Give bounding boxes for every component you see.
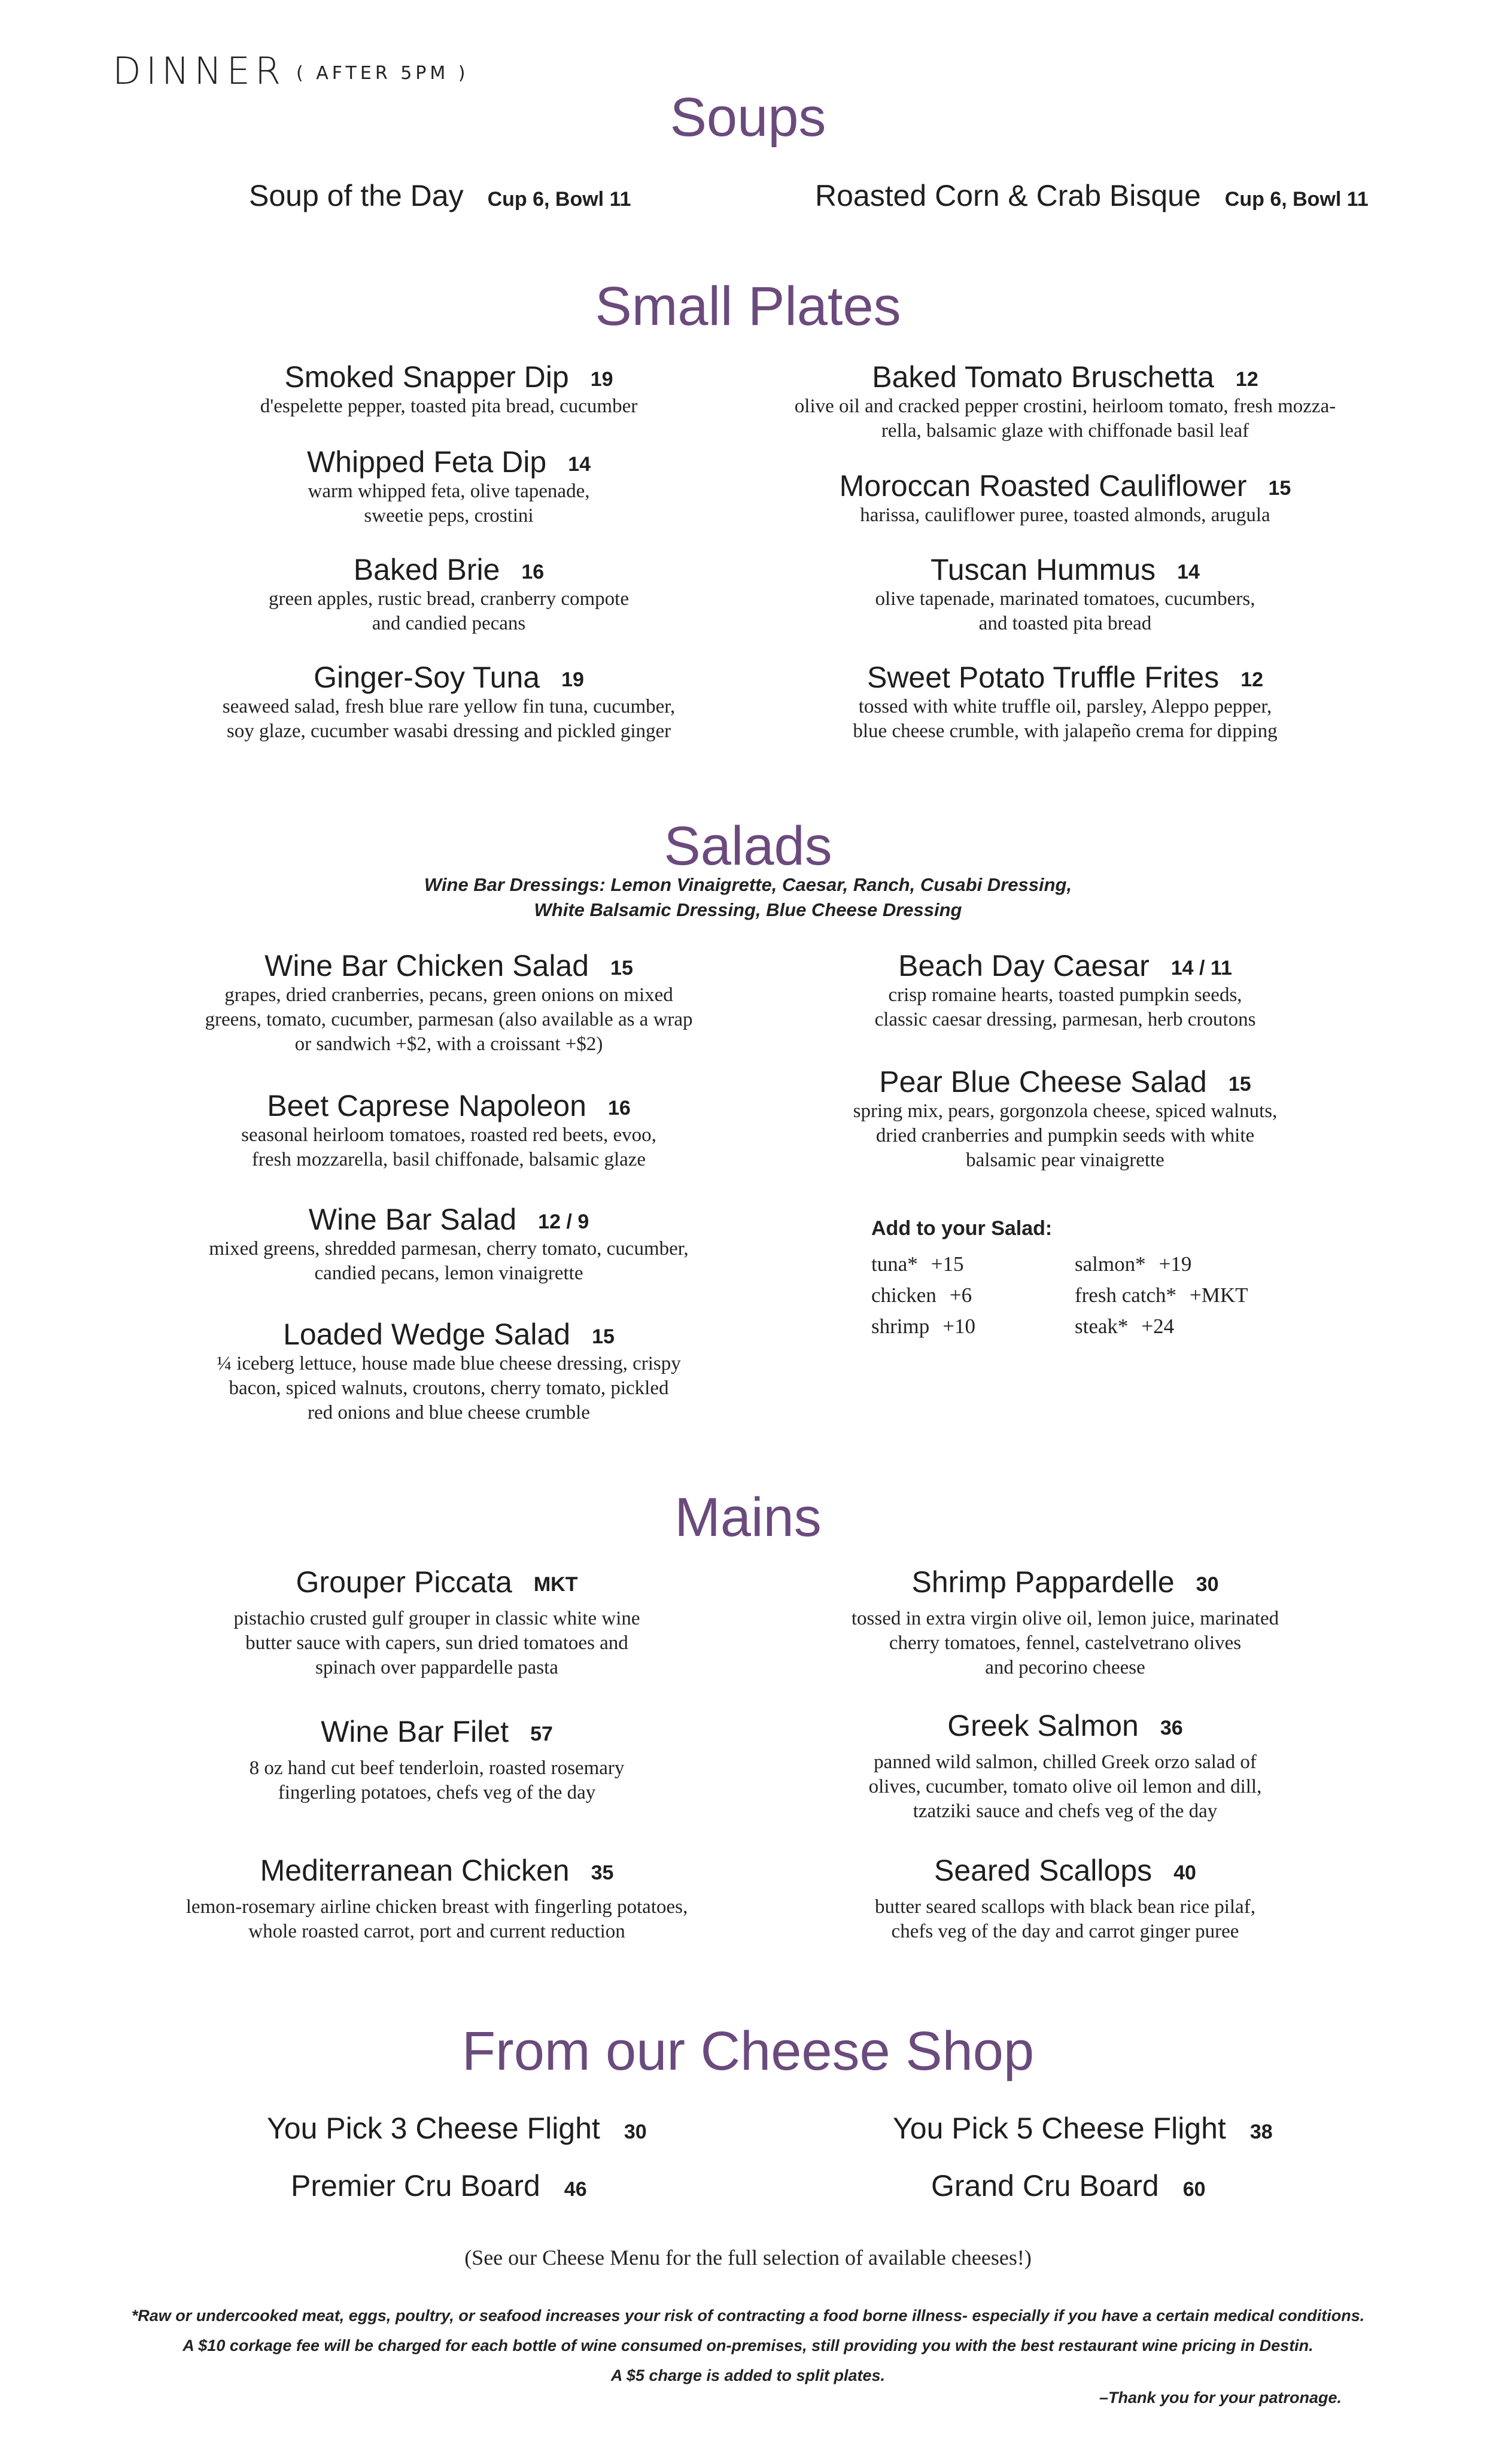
item-price: 15 — [610, 957, 633, 979]
menu-item — [150, 1090, 748, 1172]
item-price: 14 / 11 — [1170, 957, 1232, 979]
menu-item — [760, 950, 1370, 1032]
menu-item — [138, 1716, 736, 1805]
item-name: Baked Brie — [353, 553, 500, 586]
menu-item — [249, 178, 631, 213]
item-description: spring mix, pears, gorgonzola cheese, spiced walnuts, dried cranberries and pumpkin seeds with white balsamic pear vinaigrette — [853, 1100, 1278, 1171]
menu-item — [267, 2111, 647, 2146]
addon-item: fresh catch* +MKT — [1075, 1283, 1248, 1307]
menu-item — [150, 554, 748, 636]
menu-item — [138, 1566, 736, 1680]
item-name: Loaded Wedge Salad — [283, 1318, 571, 1351]
menu-item — [150, 662, 748, 744]
item-name: Smoked Snapper Dip — [284, 360, 569, 394]
salad-addons — [871, 1217, 1290, 1339]
item-price: 16 — [607, 1097, 631, 1120]
addon-item: shrimp +10 — [871, 1315, 975, 1338]
item-price: 38 — [1249, 2121, 1273, 2143]
menu-item — [150, 1319, 748, 1425]
menu-item — [150, 361, 748, 419]
menu-item — [760, 1855, 1370, 1944]
item-description: butter seared scallops with black bean rice pilaf, chefs veg of the day and carrot ginger puree — [875, 1896, 1255, 1942]
item-name: Grouper Piccata — [296, 1565, 512, 1599]
item-price: 19 — [561, 668, 584, 691]
menu-item — [150, 446, 748, 528]
item-name: Seared Scallops — [934, 1854, 1153, 1887]
item-name: Greek Salmon — [947, 1709, 1139, 1742]
menu-item — [736, 554, 1394, 636]
item-price: 36 — [1160, 1717, 1183, 1739]
item-name: You Pick 3 Cheese Flight — [267, 2112, 600, 2145]
item-description: grapes, dried cranberries, pecans, green onions on mixed greens, tomato, cucumber, parmesan (also available as a wrap or sandwich +$2, with a croissant +$2) — [205, 984, 693, 1055]
item-description: pistachio crusted gulf grouper in classic white wine butter sauce with capers, sun dried tomatoes and spinach over pappardelle pasta — [233, 1607, 640, 1678]
item-price: 16 — [521, 561, 545, 583]
item-description: lemon-rosemary airline chicken breast with fingerling potatoes, whole roasted carrot, port and current reduction — [186, 1896, 688, 1942]
item-description: crisp romaine hearts, toasted pumpkin seeds, classic caesar dressing, parmesan, herb croutons — [874, 984, 1256, 1030]
menu-item — [736, 662, 1394, 744]
item-price: MKT — [533, 1573, 578, 1596]
item-price: 35 — [591, 1861, 614, 1884]
section-title-mains: Mains — [674, 1487, 822, 1548]
addon-item: steak* +24 — [1075, 1315, 1175, 1338]
item-name: Grand Cru Board — [931, 2169, 1159, 2203]
item-price: 15 — [1268, 477, 1291, 500]
section-title-salads: Salads — [664, 816, 832, 877]
item-name: Wine Bar Salad — [308, 1203, 517, 1236]
item-name: Ginger-Soy Tuna — [314, 661, 540, 694]
item-name: Whipped Feta Dip — [306, 445, 547, 479]
addon-item: tuna* +15 — [871, 1252, 964, 1276]
item-price: 12 / 9 — [538, 1210, 589, 1233]
item-name: Wine Bar Filet — [321, 1715, 509, 1748]
item-name: Roasted Corn & Crab Bisque — [815, 179, 1201, 212]
item-price: 15 — [1228, 1073, 1251, 1096]
menu-item — [760, 1710, 1370, 1824]
item-price: 46 — [564, 2178, 587, 2201]
item-description: olive oil and cracked pepper crostini, heirloom tomato, fresh mozza- rella, balsamic glaze with chiffonade basil leaf — [794, 395, 1336, 442]
item-price: 40 — [1173, 1861, 1196, 1884]
section-title-small-plates: Small Plates — [595, 276, 901, 337]
item-price: 57 — [530, 1723, 553, 1745]
footer-disclaimer: *Raw or undercooked meat, eggs, poultry, or seafood increases your risk of contracting a food borne illness- especially if you have a certain medical conditions. A $10 corkage fee will be charged for each bottle of wine consumed on-premises, still providing you with the best restaurant wine pricing in Destin. A $5 charge is added to split plates. — [131, 2307, 1365, 2384]
menu-item — [931, 2168, 1206, 2203]
item-price: 19 — [590, 368, 613, 391]
item-name: Sweet Potato Truffle Frites — [866, 661, 1220, 694]
addons-title: Add to your Salad: — [871, 1217, 1053, 1240]
menu-item — [760, 1566, 1370, 1680]
menu-item — [760, 1066, 1370, 1173]
item-description: olive tapenade, marinated tomatoes, cucumbers, and toasted pita bread — [875, 588, 1255, 634]
item-price: 12 — [1235, 368, 1258, 391]
item-name: Soup of the Day — [249, 179, 464, 212]
item-price: Cup 6, Bowl 11 — [1224, 188, 1369, 211]
item-name: Premier Cru Board — [291, 2169, 540, 2203]
cheese-menu-note: (See our Cheese Menu for the full selection of available cheeses!) — [464, 2246, 1032, 2270]
item-name: Tuscan Hummus — [931, 553, 1156, 586]
item-description: d'espelette pepper, toasted pita bread, cucumber — [260, 395, 638, 417]
item-name: Pear Blue Cheese Salad — [879, 1065, 1207, 1099]
item-name: You Pick 5 Cheese Flight — [893, 2112, 1226, 2145]
item-name: Moroccan Roasted Cauliflower — [839, 469, 1247, 503]
menu-item — [150, 1204, 748, 1286]
salad-dressings-note: Wine Bar Dressings: Lemon Vinaigrette, Caesar, Ranch, Cusabi Dressing, White Balsamic Dressing, Blue Cheese Dressing — [424, 874, 1072, 920]
item-name: Beach Day Caesar — [898, 949, 1150, 982]
item-price: 12 — [1240, 668, 1264, 691]
menu-item — [736, 470, 1394, 528]
item-price: 30 — [1196, 1573, 1219, 1596]
menu-item — [736, 361, 1394, 443]
menu-title: DINNER — [112, 49, 286, 93]
item-name: Mediterranean Chicken — [260, 1854, 570, 1887]
addon-item: chicken +6 — [871, 1283, 972, 1307]
item-description: green apples, rustic bread, cranberry compote and candied pecans — [269, 588, 629, 634]
item-description: 8 oz hand cut beef tenderloin, roasted rosemary fingerling potatoes, chefs veg of the day — [249, 1757, 625, 1803]
item-price: 30 — [624, 2121, 647, 2143]
item-name: Shrimp Pappardelle — [911, 1565, 1175, 1599]
item-name: Wine Bar Chicken Salad — [264, 949, 589, 982]
item-description: tossed in extra virgin olive oil, lemon juice, marinated cherry tomatoes, fennel, castelvetrano olives and pecorino cheese — [851, 1607, 1279, 1678]
menu-item — [150, 950, 748, 1057]
section-title-cheese-shop: From our Cheese Shop — [461, 2021, 1035, 2082]
item-description: ¼ iceberg lettuce, house made blue cheese dressing, crispy bacon, spiced walnuts, croutons, cherry tomato, pickled red onions and blue cheese crumble — [217, 1352, 681, 1423]
item-description: harissa, cauliflower puree, toasted almonds, arugula — [860, 504, 1270, 526]
menu-subtitle: ( AFTER 5PM ) — [296, 63, 469, 84]
section-title-soups: Soups — [670, 87, 826, 148]
item-price: 14 — [1177, 561, 1200, 583]
menu-header — [112, 49, 469, 93]
menu-item — [291, 2168, 587, 2203]
item-name: Beet Caprese Napoleon — [267, 1089, 586, 1123]
item-description: mixed greens, shredded parmesan, cherry tomato, cucumber, candied pecans, lemon vinaigrette — [209, 1237, 689, 1284]
item-price: Cup 6, Bowl 11 — [487, 188, 631, 211]
menu-item — [893, 2111, 1273, 2146]
item-description: warm whipped feta, olive tapenade, sweetie peps, crostini — [308, 480, 590, 527]
item-price: 14 — [568, 453, 591, 476]
menu-item — [815, 178, 1369, 213]
item-description: tossed with white truffle oil, parsley, Aleppo pepper, blue cheese crumble, with jalapeño crema for dipping — [853, 695, 1278, 742]
item-name: Baked Tomato Bruschetta — [872, 360, 1214, 394]
item-price: 60 — [1182, 2178, 1206, 2201]
addon-item: salmon* +19 — [1075, 1252, 1192, 1276]
item-price: 15 — [592, 1325, 615, 1348]
thank-you-note: –Thank you for your patronage. — [1099, 2389, 1342, 2407]
item-description: panned wild salmon, chilled Greek orzo salad of olives, cucumber, tomato olive oil lemon and dill, tzatziki sauce and chefs veg of the day — [868, 1751, 1262, 1822]
item-description: seaweed salad, fresh blue rare yellow fin tuna, cucumber, soy glaze, cucumber wasabi dressing and pickled ginger — [222, 695, 676, 742]
menu-item — [138, 1855, 736, 1944]
item-description: seasonal heirloom tomatoes, roasted red beets, evoo, fresh mozzarella, basil chiffonade, balsamic glaze — [241, 1124, 656, 1170]
